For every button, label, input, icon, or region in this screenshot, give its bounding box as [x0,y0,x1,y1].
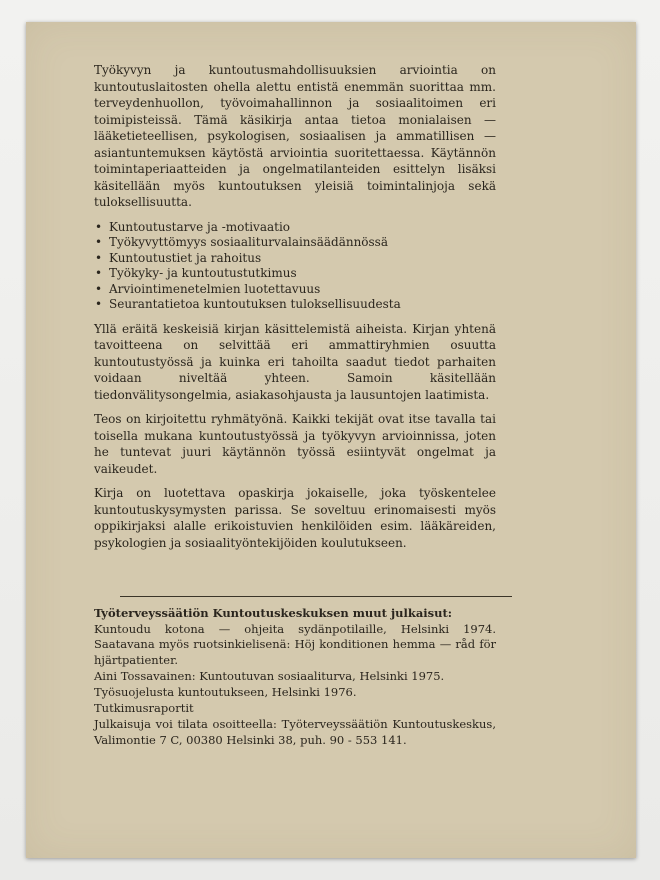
audience-paragraph: Kirja on luotettava opaskirja jokaiselle, joka työskentelee kuntoutuskysymysten parissa. Se soveltuu erinomaisesti myös oppikirjaksi alalle erikoistuvien henkilöiden esim. lääkäreiden, psykologien ja sosiaalityöntekijöiden koulutukseen. [94,486,496,550]
topic-list [94,220,496,313]
publication-entry: Tutkimusraportit [94,701,194,716]
ordering-info: Julkaisuja voi tilata osoitteella: Työterveyssäätiön Kuntoutuskeskus, Valimontie 7 C, 00380 Helsinki 38, puh. 90 - 553 141. [94,717,496,747]
publications-section [94,606,496,749]
topic-label: Seurantatietoa kuntoutuksen tuloksellisuudesta [109,297,401,311]
bullet-icon: • [95,235,103,249]
bullet-icon: • [95,297,103,311]
publication-entry: Työsuojelusta kuntoutukseen, Helsinki 1976. [94,685,357,700]
topic-label: Kuntoutustiet ja rahoitus [109,250,262,265]
bullet-icon: • [95,266,103,280]
intro-paragraph: Työkyvyn ja kuntoutusmahdollisuuksien arviointia on kuntoutuslaitosten ohella alettu entistä enemmän suorittaa mm. terveydenhuollon, työvoimahallinnon ja sosiaalitoimen eri toimipisteissä. Tämä käsikirja antaa tietoa monialaisen — lääketieteellisen, psykologisen, sosiaalisen ja ammatillisen — asiantuntemuksen käytöstä arviointia suoritettaessa. Käytännön toimintaperiaatteiden ja ongelmatilanteiden esittelyn lisäksi käsitellään myös kuntoutuksen yleisiä toimintalinjoja sekä tuloksellisuutta. [94,63,496,209]
bullet-icon: • [95,250,103,265]
divider-line [120,596,512,597]
publications-heading: Työterveyssäätiön Kuntoutuskeskuksen muut julkaisut: [94,606,453,620]
authors-paragraph: Teos on kirjoitettu ryhmätyönä. Kaikki tekijät ovat itse tavalla tai toisella mukana kuntoutustyössä ja työkyvyn arvioinnissa, joten he tuntevat juuri käytännön työssä esiintyvät ongelmat ja vaikeudet. [94,412,496,476]
list-item [94,266,496,282]
topic-label: Työkyky- ja kuntoutustutkimus [109,266,297,280]
bullet-icon: • [95,281,103,296]
bullet-icon: • [95,219,103,234]
blurb-text [94,62,496,551]
publication-entry: Kuntoudu kotona — ohjeita sydänpotilaille, Helsinki 1974. Saatavana myös ruotsinkielisenä: Höj konditionen hemma — råd för hjärtpatienter. [94,622,496,667]
list-item [94,220,496,236]
list-item [94,297,496,313]
list-item [94,251,496,267]
list-item [94,282,496,298]
topic-label: Kuntoutustarve ja -motivaatio [109,219,291,234]
list-item [94,235,496,251]
topic-label: Työkyvyttömyys sosiaaliturvalainsäädännössä [109,235,388,249]
topic-label: Arviointimenetelmien luotettavuus [109,281,321,296]
publication-entry: Aini Tossavainen: Kuntoutuvan sosiaaliturva, Helsinki 1975. [94,668,445,683]
summary-paragraph: Yllä eräitä keskeisiä kirjan käsittelemistä aiheista. Kirjan yhtenä tavoitteena on selvittää eri ammattiryhmien osuutta kuntoutustyössä ja kuinka eri tahoilta saadut tiedot parhaiten voidaan niveltää yhteen. Samoin käsitellään tiedonvälitysongelmia, asiakasohjausta ja lausuntojen laatimista. [94,321,496,402]
